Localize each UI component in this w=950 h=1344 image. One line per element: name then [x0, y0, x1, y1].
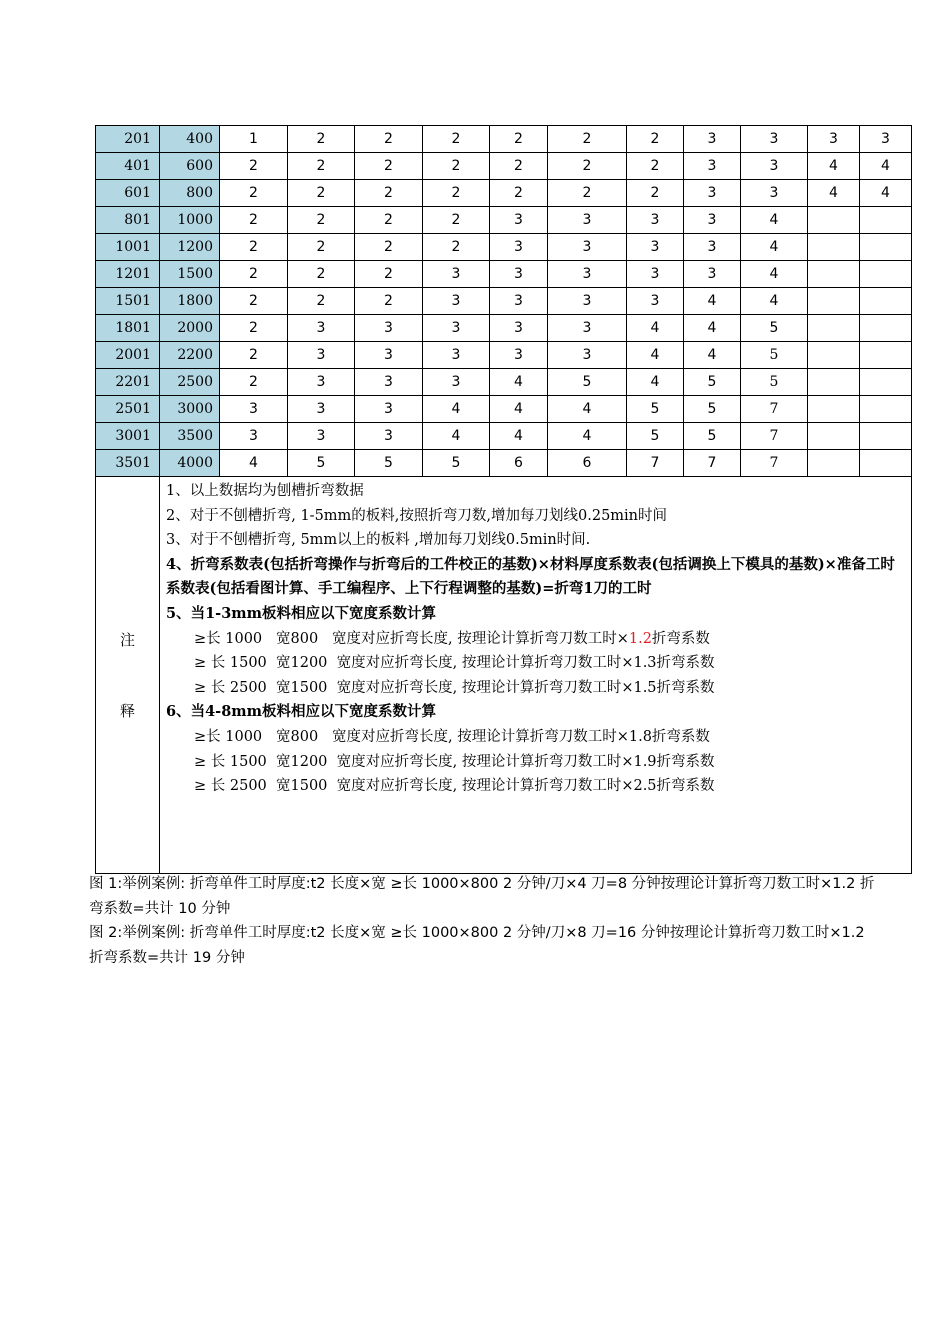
value-cell: 3 — [684, 180, 741, 207]
table-row — [96, 207, 912, 234]
value-cell — [860, 369, 912, 396]
table-row — [96, 180, 912, 207]
range-from-cell: 2201 — [96, 369, 160, 396]
range-from-cell: 401 — [96, 153, 160, 180]
range-from-cell: 601 — [96, 180, 160, 207]
range-from-cell: 1201 — [96, 261, 160, 288]
note-line-6: 6、当4-8mm板料相应以下宽度系数计算 — [166, 703, 436, 721]
value-cell: 3 — [808, 126, 860, 153]
value-cell: 4 — [627, 342, 684, 369]
value-cell — [808, 369, 860, 396]
value-cell: 3 — [288, 315, 355, 342]
range-to-cell: 4000 — [160, 450, 220, 477]
value-cell — [860, 396, 912, 423]
value-cell: 5 — [741, 369, 808, 396]
range-to-cell: 2200 — [160, 342, 220, 369]
value-cell — [808, 315, 860, 342]
value-cell: 2 — [220, 207, 288, 234]
value-cell: 5 — [355, 450, 423, 477]
value-cell: 2 — [288, 180, 355, 207]
range-from-cell: 2001 — [96, 342, 160, 369]
range-from-cell: 801 — [96, 207, 160, 234]
value-cell: 3 — [288, 369, 355, 396]
value-cell: 3 — [355, 342, 423, 369]
notes-content-cell — [160, 477, 912, 874]
value-cell: 7 — [741, 450, 808, 477]
note-line-3: 3、对于不刨槽折弯, 5mm以上的板料 ,增加每刀划线0.5min时间. — [166, 532, 591, 549]
value-cell: 2 — [220, 261, 288, 288]
bending-coefficient-table — [95, 125, 912, 874]
table-row — [96, 126, 912, 153]
value-cell: 2 — [220, 288, 288, 315]
value-cell: 2 — [288, 261, 355, 288]
range-to-cell: 1000 — [160, 207, 220, 234]
value-cell: 3 — [627, 288, 684, 315]
value-cell: 3 — [423, 261, 490, 288]
value-cell: 3 — [490, 288, 548, 315]
value-cell: 5 — [627, 423, 684, 450]
table-body — [96, 126, 912, 477]
value-cell: 2 — [220, 153, 288, 180]
value-cell: 5 — [423, 450, 490, 477]
value-cell: 3 — [860, 126, 912, 153]
value-cell: 3 — [548, 342, 627, 369]
value-cell: 4 — [808, 180, 860, 207]
value-cell: 3 — [220, 396, 288, 423]
table-row — [96, 342, 912, 369]
caption-fig-2: 图 2:举例案例: 折弯单件工时厚度:t2 长度×宽 ≥长 1000×800 2 分钟/刀×8 刀=16 分钟按理论计算折弯刀数工时×1.2 折弯系数=共计 19 分钟 — [89, 925, 865, 966]
value-cell — [860, 261, 912, 288]
range-from-cell: 1501 — [96, 288, 160, 315]
value-cell: 3 — [548, 315, 627, 342]
value-cell: 4 — [490, 396, 548, 423]
value-cell: 3 — [355, 315, 423, 342]
value-cell — [808, 450, 860, 477]
table-row — [96, 423, 912, 450]
notes-row — [96, 477, 912, 874]
value-cell — [808, 288, 860, 315]
note-line-1: 1、以上数据均为刨槽折弯数据 — [166, 483, 364, 499]
value-cell — [808, 261, 860, 288]
value-cell — [860, 450, 912, 477]
value-cell: 2 — [220, 234, 288, 261]
value-cell — [808, 342, 860, 369]
caption-fig-1: 图 1:举例案例: 折弯单件工时厚度:t2 长度×宽 ≥长 1000×800 2 分钟/刀×4 刀=8 分钟按理论计算折弯刀数工时×1.2 折弯系数=共计 10 分钟 — [89, 876, 875, 917]
value-cell: 4 — [423, 423, 490, 450]
value-cell: 3 — [288, 423, 355, 450]
value-cell: 1 — [220, 126, 288, 153]
table-row — [96, 396, 912, 423]
value-cell: 2 — [490, 153, 548, 180]
value-cell: 2 — [490, 180, 548, 207]
value-cell: 2 — [423, 153, 490, 180]
value-cell: 3 — [741, 126, 808, 153]
value-cell: 3 — [423, 288, 490, 315]
value-cell: 4 — [860, 180, 912, 207]
table-row — [96, 369, 912, 396]
notes-label-top: 注 — [119, 631, 135, 649]
value-cell: 2 — [548, 153, 627, 180]
value-cell: 2 — [548, 126, 627, 153]
note-line-6a: ≥长 1000 宽800 宽度对应折弯长度, 按理论计算折弯刀数工时×1.8折弯系数 — [194, 728, 710, 745]
value-cell: 2 — [220, 369, 288, 396]
value-cell: 5 — [684, 423, 741, 450]
note-5a-highlight: 1.2 — [628, 630, 652, 647]
value-cell: 4 — [548, 423, 627, 450]
value-cell: 3 — [741, 153, 808, 180]
value-cell: 7 — [741, 423, 808, 450]
range-from-cell: 2501 — [96, 396, 160, 423]
value-cell: 4 — [860, 153, 912, 180]
notes-label-cell — [96, 477, 160, 874]
value-cell: 5 — [741, 315, 808, 342]
value-cell: 3 — [423, 342, 490, 369]
value-cell: 2 — [423, 207, 490, 234]
value-cell: 2 — [355, 180, 423, 207]
note-line-5b: ≥ 长 1500 宽1200 宽度对应折弯长度, 按理论计算折弯刀数工时×1.3折弯系数 — [194, 655, 715, 672]
value-cell: 2 — [423, 234, 490, 261]
value-cell: 4 — [741, 234, 808, 261]
value-cell — [860, 234, 912, 261]
note-line-2: 2、对于不刨槽折弯, 1-5mm的板料,按照折弯刀数,增加每刀划线0.25min时间 — [166, 507, 668, 524]
value-cell: 2 — [355, 153, 423, 180]
range-to-cell: 1800 — [160, 288, 220, 315]
value-cell: 3 — [355, 423, 423, 450]
range-to-cell: 2000 — [160, 315, 220, 342]
value-cell: 3 — [684, 261, 741, 288]
notes-label-bottom: 释 — [119, 702, 135, 720]
value-cell: 2 — [288, 234, 355, 261]
value-cell: 3 — [684, 234, 741, 261]
table-row — [96, 234, 912, 261]
value-cell — [808, 423, 860, 450]
value-cell: 4 — [741, 261, 808, 288]
range-to-cell: 800 — [160, 180, 220, 207]
value-cell: 3 — [355, 369, 423, 396]
value-cell: 4 — [627, 369, 684, 396]
value-cell: 3 — [684, 207, 741, 234]
note-5a-text: ≥长 1000 宽800 宽度对应折弯长度, 按理论计算折弯刀数工时× — [194, 630, 629, 647]
note-line-4: 4、折弯系数表(包括折弯操作与折弯后的工件校正的基数)×材料厚度系数表(包括调换上下模具的基数)×准备工时系数表(包括看图计算、手工编程序、上下行程调整的基数)=折弯1刀的工时 — [166, 555, 895, 598]
note-line-6c: ≥ 长 2500 宽1500 宽度对应折弯长度, 按理论计算折弯刀数工时×2.5折弯系数 — [194, 778, 715, 795]
value-cell: 2 — [355, 288, 423, 315]
value-cell: 3 — [423, 369, 490, 396]
value-cell: 4 — [684, 342, 741, 369]
value-cell — [860, 342, 912, 369]
value-cell: 7 — [741, 396, 808, 423]
value-cell: 2 — [627, 126, 684, 153]
range-to-cell: 3000 — [160, 396, 220, 423]
value-cell: 6 — [548, 450, 627, 477]
value-cell: 2 — [355, 261, 423, 288]
range-to-cell: 400 — [160, 126, 220, 153]
value-cell: 4 — [684, 288, 741, 315]
range-to-cell: 600 — [160, 153, 220, 180]
value-cell: 3 — [684, 126, 741, 153]
range-from-cell: 201 — [96, 126, 160, 153]
value-cell: 5 — [548, 369, 627, 396]
value-cell — [860, 315, 912, 342]
note-line-6b: ≥ 长 1500 宽1200 宽度对应折弯长度, 按理论计算折弯刀数工时×1.9折弯系数 — [194, 753, 715, 770]
value-cell: 3 — [548, 207, 627, 234]
value-cell: 2 — [288, 288, 355, 315]
table-row — [96, 153, 912, 180]
value-cell: 3 — [288, 342, 355, 369]
range-to-cell: 1500 — [160, 261, 220, 288]
value-cell: 3 — [741, 180, 808, 207]
value-cell: 2 — [548, 180, 627, 207]
value-cell — [808, 234, 860, 261]
value-cell: 4 — [627, 315, 684, 342]
value-cell — [860, 423, 912, 450]
value-cell: 3 — [423, 315, 490, 342]
table-row — [96, 315, 912, 342]
value-cell: 4 — [741, 288, 808, 315]
value-cell: 5 — [684, 369, 741, 396]
value-cell: 3 — [490, 207, 548, 234]
value-cell: 4 — [684, 315, 741, 342]
value-cell: 5 — [627, 396, 684, 423]
value-cell: 4 — [741, 207, 808, 234]
value-cell: 3 — [490, 342, 548, 369]
value-cell: 2 — [220, 315, 288, 342]
value-cell: 4 — [548, 396, 627, 423]
value-cell: 2 — [355, 126, 423, 153]
range-from-cell: 1001 — [96, 234, 160, 261]
value-cell: 4 — [423, 396, 490, 423]
note-line-5a — [166, 627, 905, 652]
captions — [89, 872, 879, 970]
value-cell: 3 — [627, 261, 684, 288]
value-cell — [808, 396, 860, 423]
table-row — [96, 288, 912, 315]
table-row — [96, 261, 912, 288]
value-cell: 3 — [627, 207, 684, 234]
table-row — [96, 450, 912, 477]
value-cell: 3 — [548, 234, 627, 261]
value-cell: 5 — [288, 450, 355, 477]
range-from-cell: 3501 — [96, 450, 160, 477]
range-to-cell: 3500 — [160, 423, 220, 450]
note-5a-suffix: 折弯系数 — [651, 630, 710, 647]
value-cell: 3 — [684, 153, 741, 180]
value-cell: 3 — [490, 261, 548, 288]
value-cell: 3 — [548, 261, 627, 288]
value-cell: 3 — [548, 288, 627, 315]
value-cell — [860, 207, 912, 234]
value-cell: 4 — [490, 423, 548, 450]
value-cell: 2 — [220, 180, 288, 207]
value-cell: 2 — [423, 180, 490, 207]
value-cell: 3 — [288, 396, 355, 423]
value-cell: 7 — [684, 450, 741, 477]
value-cell: 2 — [355, 207, 423, 234]
value-cell: 2 — [220, 342, 288, 369]
range-from-cell: 3001 — [96, 423, 160, 450]
value-cell: 2 — [288, 126, 355, 153]
value-cell: 4 — [490, 369, 548, 396]
value-cell: 4 — [808, 153, 860, 180]
range-to-cell: 2500 — [160, 369, 220, 396]
value-cell: 6 — [490, 450, 548, 477]
note-line-5: 5、当1-3mm板料相应以下宽度系数计算 — [166, 604, 436, 622]
range-to-cell: 1200 — [160, 234, 220, 261]
value-cell — [808, 207, 860, 234]
range-from-cell: 1801 — [96, 315, 160, 342]
value-cell: 7 — [627, 450, 684, 477]
value-cell — [860, 288, 912, 315]
value-cell: 2 — [288, 207, 355, 234]
value-cell: 3 — [490, 315, 548, 342]
value-cell: 3 — [490, 234, 548, 261]
note-line-5c: ≥ 长 2500 宽1500 宽度对应折弯长度, 按理论计算折弯刀数工时×1.5折弯系数 — [194, 679, 715, 696]
value-cell: 2 — [423, 126, 490, 153]
value-cell: 4 — [220, 450, 288, 477]
value-cell: 3 — [355, 396, 423, 423]
value-cell: 5 — [741, 342, 808, 369]
value-cell: 3 — [627, 234, 684, 261]
value-cell: 2 — [288, 153, 355, 180]
value-cell: 2 — [627, 153, 684, 180]
value-cell: 3 — [220, 423, 288, 450]
value-cell: 5 — [684, 396, 741, 423]
value-cell: 2 — [490, 126, 548, 153]
value-cell: 2 — [355, 234, 423, 261]
value-cell: 2 — [627, 180, 684, 207]
